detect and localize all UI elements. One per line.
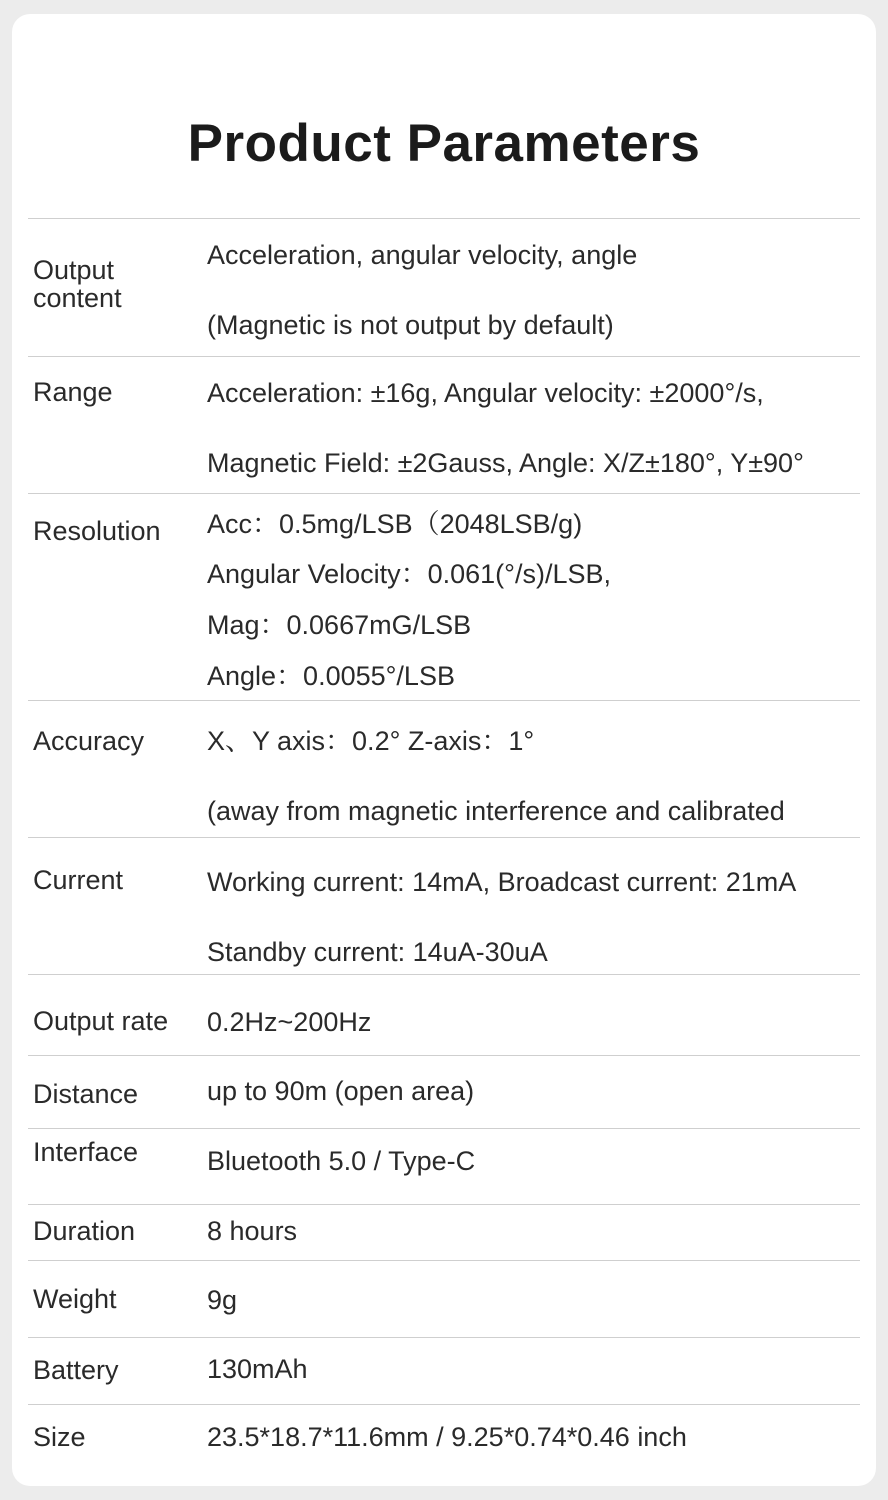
row-label: Accuracy: [33, 726, 145, 756]
row-label: Duration: [33, 1216, 136, 1246]
row-label: content: [33, 283, 122, 313]
table-row: [28, 1337, 860, 1405]
row-value: Bluetooth 5.0 / Type-C: [207, 1146, 476, 1176]
table-row: [28, 493, 860, 701]
row-value: Working current: 14mA, Broadcast current: 21mA: [207, 867, 797, 897]
row-value: 130mAh: [207, 1354, 308, 1384]
table-row: [28, 356, 860, 494]
row-value: (away from magnetic interference and calibrated: [207, 796, 785, 826]
row-label: Output: [33, 255, 115, 285]
table-row: [28, 974, 860, 1056]
table-row: [28, 837, 860, 975]
table-row: [28, 218, 860, 357]
row-value: 9g: [207, 1285, 238, 1315]
row-value: Acceleration: ±16g, Angular velocity: ±2000°/s,: [207, 378, 764, 408]
row-label: Distance: [33, 1079, 139, 1109]
row-value: X、Y axis：0.2° Z-axis：1°: [207, 726, 535, 756]
row-value: 23.5*18.7*11.6mm / 9.25*0.74*0.46 inch: [207, 1422, 687, 1452]
row-label: Output rate: [33, 1006, 169, 1036]
row-value: up to 90m (open area): [207, 1076, 475, 1106]
row-value: 8 hours: [207, 1216, 298, 1246]
row-label: Battery: [33, 1355, 119, 1385]
page-title: Product Parameters: [187, 114, 701, 173]
row-label: Interface: [33, 1137, 139, 1167]
row-value: Acc：0.5mg/LSB（2048LSB/g): [207, 509, 583, 539]
row-value: Angle：0.0055°/LSB: [207, 661, 455, 691]
table-row: [28, 1260, 860, 1338]
row-label: Size: [33, 1422, 86, 1452]
row-label: Range: [33, 377, 113, 407]
table-row: [28, 1204, 860, 1261]
table-row: [28, 1128, 860, 1205]
row-value: Standby current: 14uA-30uA: [207, 937, 548, 967]
row-label: Current: [33, 865, 124, 895]
row-value: 0.2Hz~200Hz: [207, 1007, 372, 1037]
row-value: Acceleration, angular velocity, angle: [207, 240, 638, 270]
row-value: Magnetic Field: ±2Gauss, Angle: X/Z±180°, Y±90°: [207, 448, 804, 478]
row-value: Angular Velocity：0.061(°/s)/LSB,: [207, 559, 611, 589]
row-label: Weight: [33, 1284, 117, 1314]
row-label: Resolution: [33, 516, 161, 546]
row-value: Mag：0.0667mG/LSB: [207, 610, 472, 640]
table-row: [28, 1055, 860, 1129]
table-row: [28, 700, 860, 838]
row-value: (Magnetic is not output by default): [207, 310, 614, 340]
table-row: [28, 1404, 860, 1475]
